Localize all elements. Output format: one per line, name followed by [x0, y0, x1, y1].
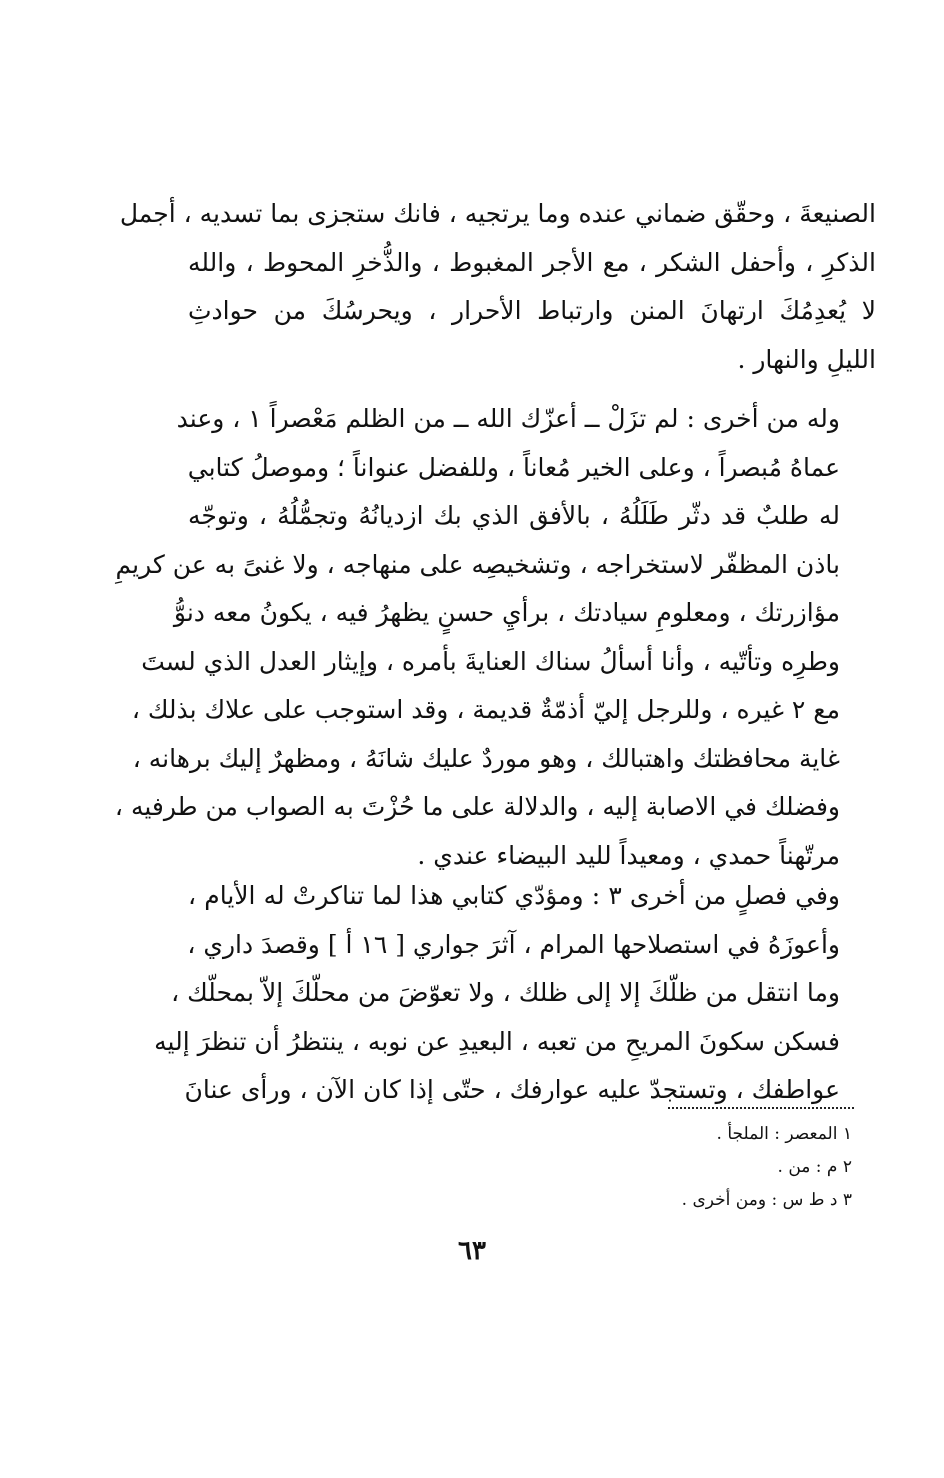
text-line: مؤازرتك ، ومعلومِ سيادتك ، برأيِ حسنٍ يظهرُ فيه ، يكونُ معه دنوُّ [173, 598, 840, 627]
text-line: عواطفك ، وتستجدّ عليه عوارفك ، حتّى إذا كان الآن ، ورأى عنانَ [184, 1075, 840, 1104]
paragraph-1 [119, 190, 876, 384]
footnote: ٣ د ط س : ومن أخرى . [681, 1190, 852, 1210]
text-line: وما انتقل من ظلّكَ إلا إلى ظلك ، ولا تعوّضَ من محلّكَ إلاّ بمحلّك ، [171, 978, 840, 1007]
paragraph-2 [114, 395, 876, 880]
text-line: فسكن سكونَ المريحِ من تعبه ، البعيدِ عن نوبه ، ينتظرُ أن تنظرَ إليه [154, 1026, 840, 1056]
text-line: الذكرِ ، وأحفل الشكر ، مع الأجر المغبوط ، والذُّخرِ المحوط ، والله [188, 247, 876, 277]
text-line: الليلِ والنهار . [737, 344, 876, 374]
text-line: له طلبٌ قد دثّر طَلَلُهُ ، بالأفق الذي بك ازديانُهُ وتجمُّلُهُ ، وتوجّه [188, 501, 840, 530]
footnote: ١ المعصر : الملجأ . [716, 1124, 852, 1144]
text-line: وطرِه وتأتّيه ، وأنا أسألُ سناك العنايةَ بأمره ، وإيثار العدل الذي لستَ [141, 646, 840, 676]
text-line: عماهُ مُبصراً ، وعلى الخير مُعاناً ، وللفضل عنواناً ؛ وموصلُ كتابي [187, 452, 840, 482]
text-line: الصنيعةَ ، وحقّق ضماني عنده وما يرتجيه ، فانك ستجزى بما تسديه ، أجمل [119, 199, 876, 228]
footnotes [452, 1118, 852, 1217]
text-line: وفي فصلٍ من أخرى ٣ : ومؤدّي كتابي هذا لما تناكرتْ له الأيام ، [188, 881, 840, 910]
page-number: ٦٣ [458, 1236, 486, 1266]
text-line: غاية محافظتك واهتبالك ، وهو موردٌ عليك شانَهُ ، ومظهرٌ إليك برهانه ، [132, 743, 840, 773]
text-line: لا يُعدِمُكَ ارتهانَ المنن وارتباط الأحرار ، ويحرسُكَ من حوادثِ [188, 296, 876, 325]
text-line: وفضلك في الاصابة إليه ، والدلالة على ما حُزْتَ به الصواب من طرفيه ، [114, 792, 840, 821]
text-line: باذن المظفّر لاستخراجه ، وتشخيصِه على منهاجه ، ولا غنىً به عن كريمِ [115, 549, 840, 579]
text-line: مرتّهناً حمدي ، ومعيداً لليد البيضاء عندي . [417, 840, 840, 870]
text-line: وأعوزَهُ في استصلاحها المرام ، آثرَ جواري [ ١٦ أ ] وقصدَ داري ، [187, 929, 840, 959]
footnote-separator [668, 1107, 854, 1109]
text-line: وله من أخرى : لم تزَلْ ــ أعزّك الله ــ من الظلم مَعْصراً ١ ، وعند [176, 404, 840, 433]
paragraph-3 [154, 872, 876, 1115]
footnote: ٢ م : من . [777, 1157, 852, 1177]
text-line: مع ٢ غيره ، وللرجل إليّ أذمّةٌ قديمة ، وقد استوجب على علاك بذلك ، [131, 695, 840, 724]
